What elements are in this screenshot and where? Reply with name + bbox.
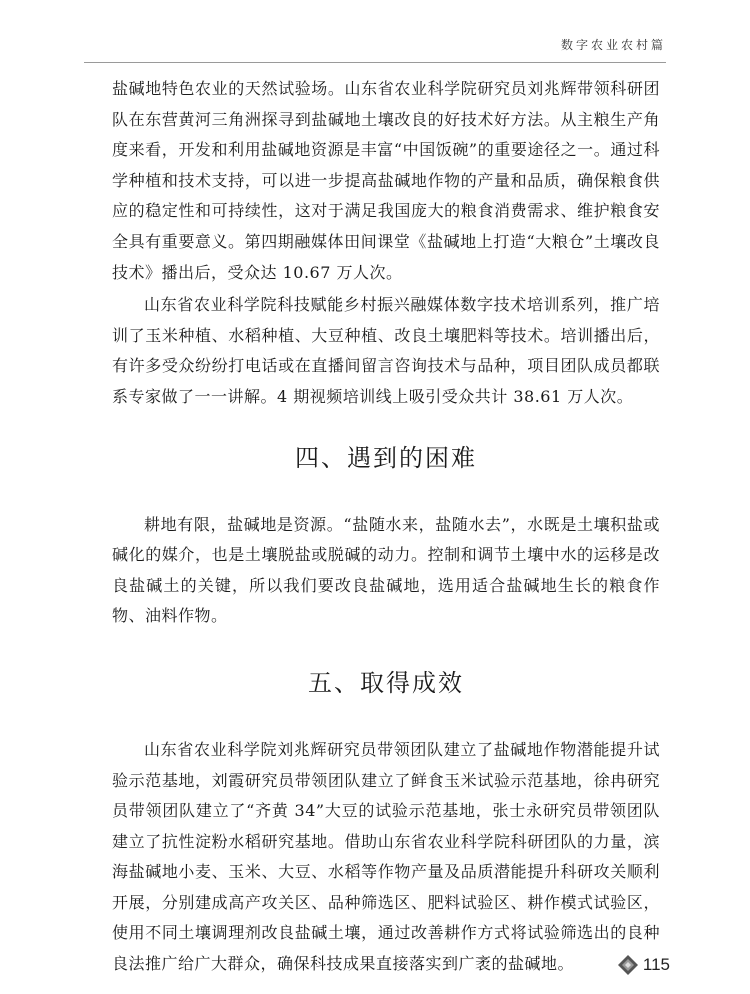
section-heading: 四、遇到的困难 <box>295 443 477 472</box>
section-heading: 五、取得成效 <box>308 668 464 697</box>
page-number-block <box>617 954 670 976</box>
paragraph: 山东省农业科学院刘兆辉研究员带领团队建立了盐碱地作物潜能提升试验示范基地，刘霞研究员带领团队建立了鲜食玉米试验示范基地，徐冉研究员带领团队建立了“齐黄 34”大豆的试验示范基地，张士永研究员带领团队建立了抗性淀粉水稻研究基地。借助山东省农业科学院科研团队的力量，滨海盐碱地小麦、玉米、大豆、水稻等作物产量及品质潜能提升科研攻关顺利开展，分别建成高产攻关区、品种筛选区、肥料试验区、耕作模式试验区，使用不同土壤调理剂改良盐碱土壤，通过改善耕作方式将试验筛选出的良种良法推广给广大群众，确保科技成果直接落实到广袤的盐碱地。 <box>112 739 660 974</box>
paragraph: 盐碱地特色农业的天然试验场。山东省农业科学院研究员刘兆辉带领科研团队在东营黄河三角洲探寻到盐碱地土壤改良的好技术好方法。从主粮生产角度来看，开发和利用盐碱地资源是丰富“中国饭碗”的重要途径之一。通过科学种植和技术支持，可以进一步提高盐碱地作物的产量和品质，确保粮食供应的稳定性和可持续性，这对于满足我国庞大的粮食消费需求、维护粮食安全具有重要意义。第四期融媒体田间课堂《盐碱地上打造“大粮仓”土壤改良技术》播出后，受众达 10.67 万人次。 <box>112 79 660 282</box>
paragraph: 山东省农业科学院科技赋能乡村振兴融媒体数字技术培训系列，推广培训了玉米种植、水稻种植、大豆种植、改良土壤肥料等技术。培训播出后，有许多受众纷纷打电话或在直播间留言咨询技术与品种，项目团队成员都联系专家做了一一讲解。4 期视频培训线上吸引受众共计 38.61 万人次。 <box>112 295 660 406</box>
header-divider <box>84 62 666 63</box>
diamond-icon <box>617 954 639 976</box>
paragraph: 耕地有限，盐碱地是资源。“盐随水来，盐随水去”，水既是土壤积盐或碱化的媒介，也是土壤脱盐或脱碱的动力。控制和调节土壤中水的运移是改良盐碱土的关键，所以我们要改良盐碱地，选用适合盐碱地生长的粮食作物、油料作物。 <box>112 514 660 626</box>
page-number: 115 <box>642 955 670 974</box>
running-header: 数字农业农村篇 <box>560 38 666 52</box>
page-body <box>112 74 660 980</box>
